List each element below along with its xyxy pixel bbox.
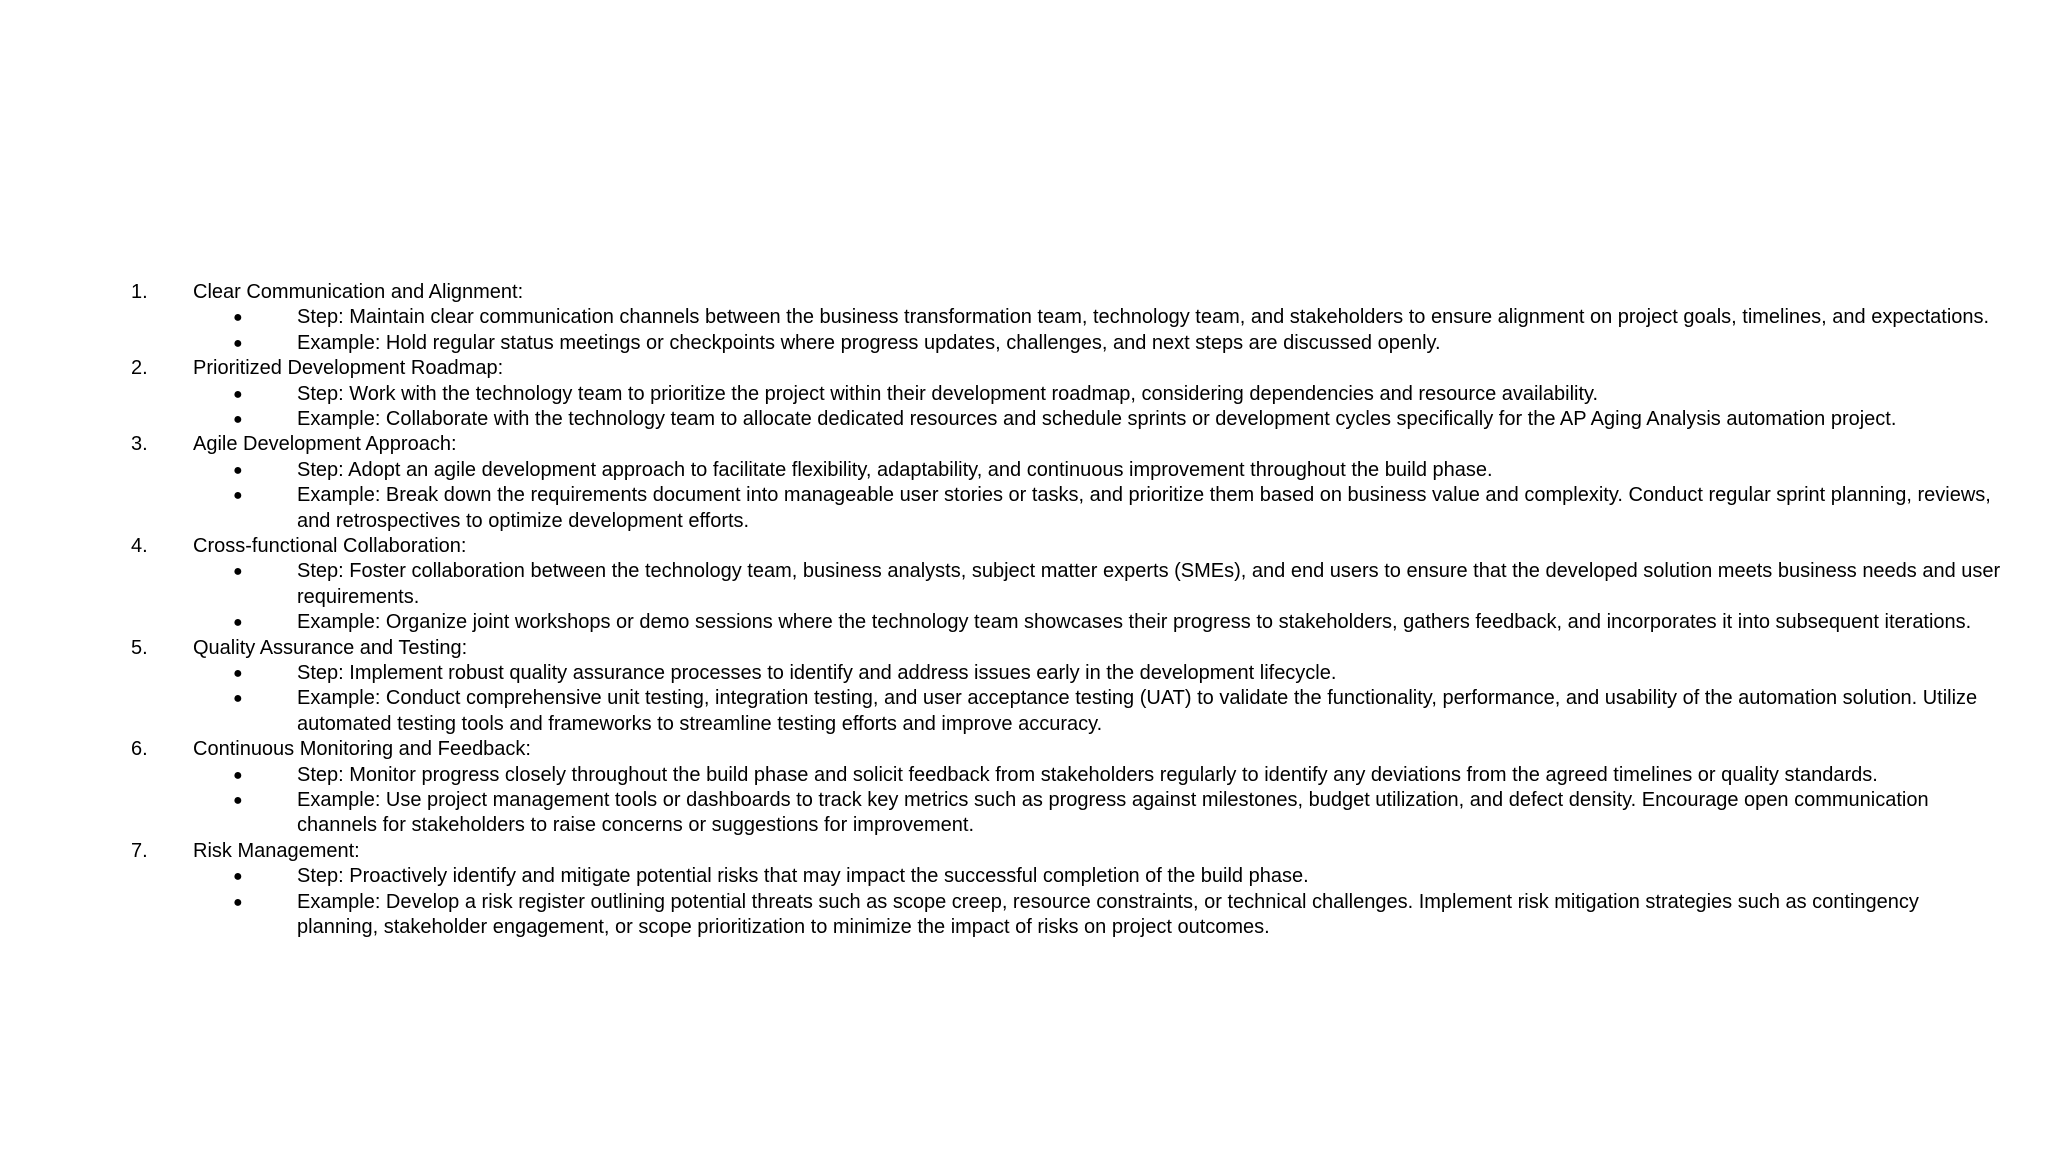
bullet-icon: ● [233, 893, 243, 911]
bullet-text: Step: Adopt an agile development approach to facilitate flexibility, adaptability, and continuous improvement throughout the build phase. [297, 458, 1493, 481]
section-title: Cross-functional Collaboration: [193, 535, 467, 558]
bullet-list [0, 661, 2048, 737]
bullet-list [0, 864, 2048, 940]
bullet-icon: ● [233, 334, 243, 352]
bullet-icon: ● [233, 792, 243, 810]
bullet-icon: ● [233, 614, 243, 632]
bullet-text: Step: Implement robust quality assurance processes to identify and address issues early in the development lifecycle. [297, 662, 1337, 685]
section-number: 6. [131, 738, 148, 761]
section-1 [0, 280, 2048, 356]
list-item [0, 788, 2048, 839]
section-6 [0, 737, 2048, 839]
section-heading [0, 534, 2048, 559]
section-heading [0, 432, 2048, 457]
list-item [0, 610, 2048, 635]
section-3 [0, 432, 2048, 534]
section-title: Continuous Monitoring and Feedback: [193, 738, 531, 761]
bullet-icon: ● [233, 665, 243, 683]
bullet-icon: ● [233, 309, 243, 327]
bullet-text: Example: Organize joint workshops or demo sessions where the technology team showcases their progress to stakeholders, gathers feedback, and incorporates it into subsequent iterations. [297, 611, 1972, 634]
bullet-icon: ● [233, 385, 243, 403]
bullet-icon: ● [233, 766, 243, 784]
bullet-text: Example: Collaborate with the technology team to allocate dedicated resources and schedule sprints or development cycles specifically for the AP Aging Analysis automation project. [297, 408, 1897, 430]
section-heading [0, 839, 2048, 864]
section-2 [0, 356, 2048, 432]
list-item [0, 890, 2048, 941]
list-item [0, 382, 2048, 407]
section-title: Quality Assurance and Testing: [193, 636, 468, 659]
bullet-text: Step: Proactively identify and mitigate potential risks that may impact the successful completion of the build phase. [297, 865, 1309, 888]
list-item [0, 305, 2048, 330]
bullet-text: Step: Monitor progress closely throughout the build phase and solicit feedback from stakeholders regularly to identify any deviations from the agreed timelines or quality standards. [297, 763, 1878, 786]
list-item [0, 331, 2048, 356]
section-number: 1. [131, 281, 148, 303]
bullet-text: Example: Use project management tools or dashboards to track key metrics such as progress against milestones, budget utilization, and defect density. Encourage open communication channels for stakeholders to raise concerns or suggestions for improvement. [297, 789, 1929, 837]
bullet-icon: ● [233, 411, 243, 428]
list-item [0, 686, 2048, 737]
bullet-icon: ● [233, 868, 243, 886]
section-heading [0, 737, 2048, 762]
bullet-text: Example: Hold regular status meetings or checkpoints where progress updates, challenges, and next steps are discussed openly. [297, 331, 1441, 354]
section-number: 3. [131, 433, 148, 456]
section-4 [0, 534, 2048, 636]
bullet-icon: ● [233, 461, 243, 479]
bullet-icon: ● [233, 563, 243, 581]
list-item [0, 458, 2048, 483]
section-heading [0, 356, 2048, 381]
bullet-text: Step: Maintain clear communication channels between the business transformation team, technology team, and stakeholders to ensure alignment on project goals, timelines, and expectations. [297, 306, 1990, 329]
section-title: Risk Management: [193, 839, 360, 862]
section-title: Agile Development Approach: [193, 433, 457, 456]
list-item [0, 407, 2048, 432]
bullet-text: Example: Develop a risk register outlining potential threats such as scope creep, resource constraints, or technical challenges. Implement risk mitigation strategies such as contingency planning, stakeholder engagement, or scope prioritization to minimize the impact of risks on project outcomes. [297, 890, 1919, 939]
section-heading [0, 280, 2048, 305]
section-heading [0, 636, 2048, 661]
list-item [0, 763, 2048, 788]
section-7 [0, 839, 2048, 941]
section-title: Clear Communication and Alignment: [193, 281, 524, 303]
bullet-text: Step: Foster collaboration between the technology team, business analysts, subject matter experts (SMEs), and end users to ensure that the developed solution meets business needs and user requirements. [297, 560, 2001, 608]
bullet-list [0, 763, 2048, 839]
section-number: 7. [131, 839, 148, 862]
bullet-list [0, 559, 2048, 635]
section-number: 2. [131, 357, 148, 380]
bullet-icon: ● [233, 487, 243, 505]
list-item [0, 559, 2048, 610]
section-number: 5. [131, 636, 148, 659]
section-5 [0, 636, 2048, 738]
section-title: Prioritized Development Roadmap: [193, 357, 504, 380]
list-item [0, 661, 2048, 686]
bullet-icon: ● [233, 690, 243, 708]
section-number: 4. [131, 535, 148, 558]
bullet-list [0, 382, 2048, 433]
bullet-list [0, 458, 2048, 534]
list-item [0, 483, 2048, 534]
document-body [0, 280, 2048, 940]
bullet-list [0, 305, 2048, 356]
list-item [0, 864, 2048, 889]
bullet-text: Example: Conduct comprehensive unit testing, integration testing, and user acceptance testing (UAT) to validate the functionality, performance, and usability of the automation solution. Utilize automated testing tools and frameworks to streamline testing efforts and improve accuracy. [297, 687, 1978, 735]
bullet-text: Example: Break down the requirements document into manageable user stories or tasks, and prioritize them based on business value and complexity. Conduct regular sprint planning, reviews, and retrospectives to optimize development efforts. [297, 484, 1991, 532]
bullet-text: Step: Work with the technology team to prioritize the project within their development roadmap, considering dependencies and resource availability. [297, 382, 1599, 405]
